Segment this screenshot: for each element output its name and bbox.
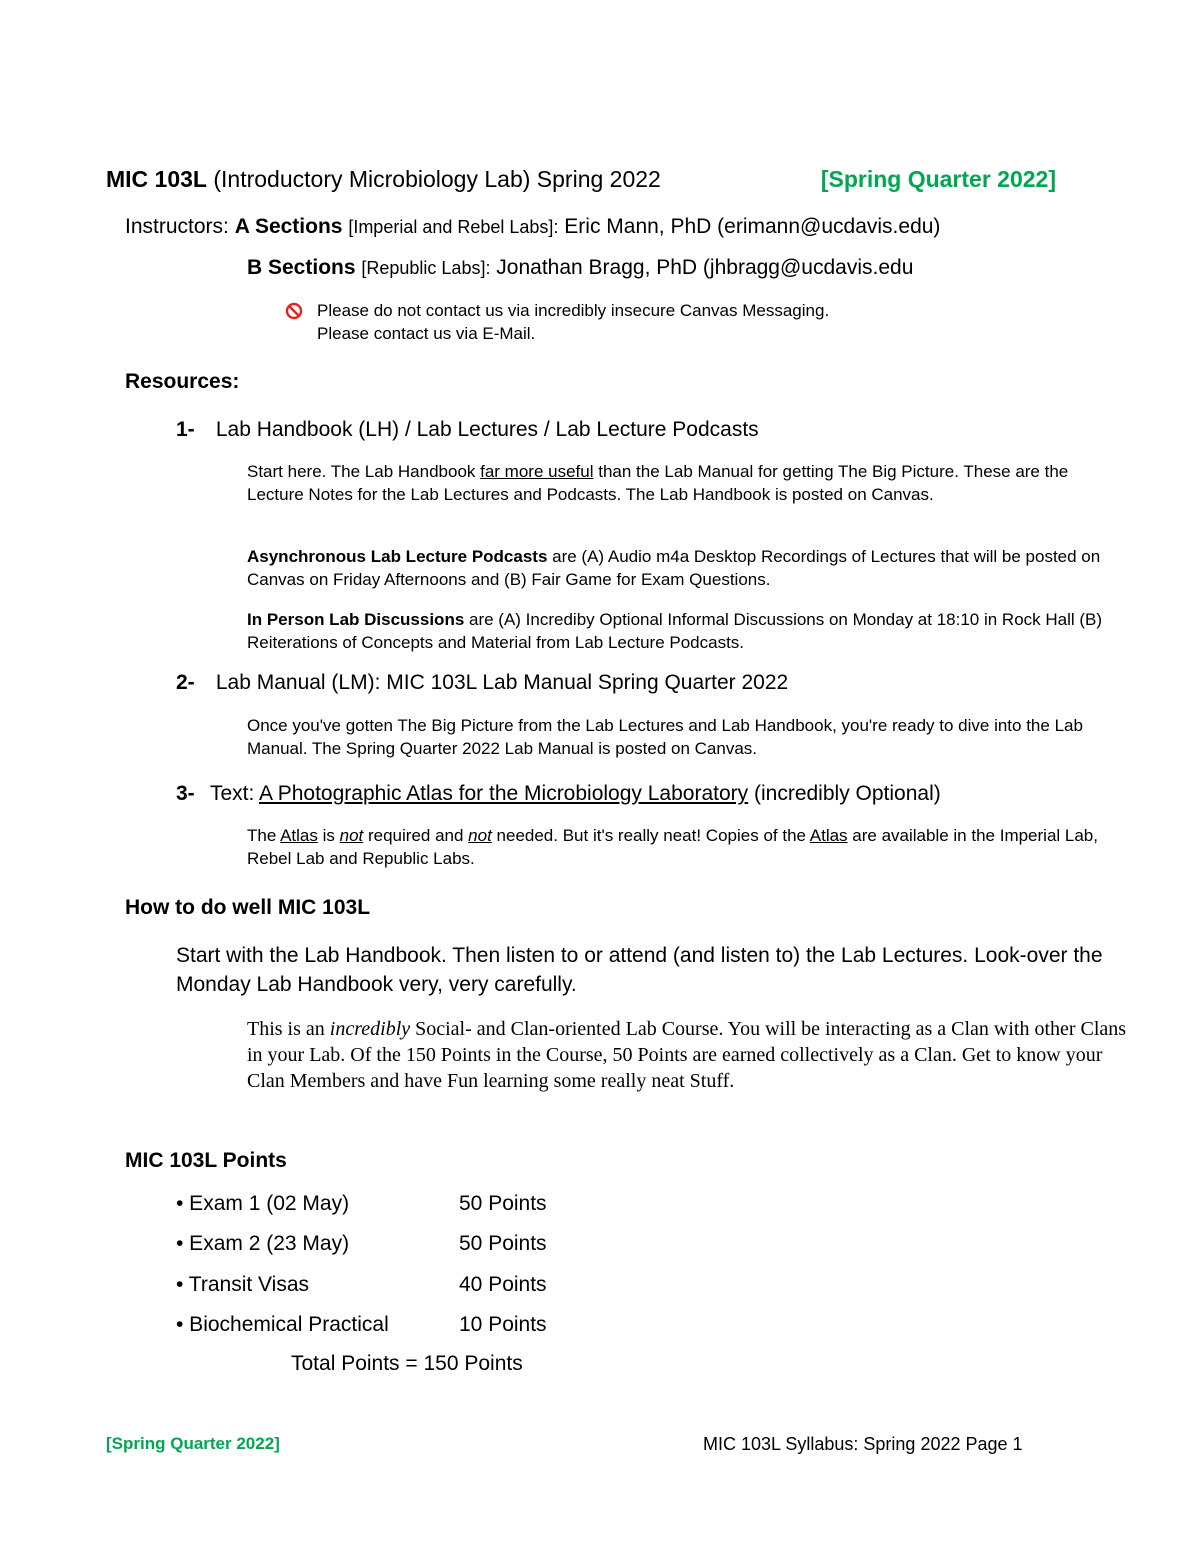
text-span: are available in the Imperial Lab, Rebel Lab and Republic Labs. [247, 826, 1098, 868]
resource-item-1 [176, 418, 759, 442]
underlined-text: Atlas [809, 826, 848, 845]
atlas-title: A Photographic Atlas for the Microbiology Laboratory [259, 782, 749, 805]
points-label: • Exam 2 (23 May) [176, 1232, 350, 1255]
a-instructor: Eric Mann, PhD (erimann@ucdavis.edu) [564, 215, 941, 238]
resource-item-3 [176, 782, 941, 806]
item-title: Lab Handbook (LH) / Lab Lectures / Lab Lecture Podcasts [215, 418, 759, 441]
text-span: Social- and Clan-oriented Lab Course. You will be interacting as a Clan with other Clans in your Lab. Of the 150 Points in the Course, 50 Points are earned collectively as a Clan. Get to know your Clan Members and have Fun learning some really neat Stuff. [247, 1018, 1127, 1092]
total-points: Total Points = 150 Points [291, 1352, 523, 1375]
howto-paragraph: Start with the Lab Handbook. Then listen to or attend (and listen to) the Lab Lectures. Look-over the Monday Lab Handbook very, very carefully. [176, 944, 1103, 996]
text-span: are (A) Incrediby Optional Informal Discussions on Monday at 18:10 in Rock Hall (B) Reiterations of Concepts and Material from Lab Lecture Podcasts. [247, 610, 1103, 652]
points-label: • Biochemical Practical [176, 1313, 389, 1336]
podcasts-paragraph [247, 545, 1127, 591]
text-span: Start here. The Lab Handbook [247, 462, 481, 481]
document-title [106, 166, 1056, 193]
notice-line-1: Please do not contact us via incredibly insecure Canvas Messaging. [317, 301, 830, 320]
item-title: Lab Manual (LM): MIC 103L Lab Manual Spring Quarter 2022 [215, 671, 789, 694]
text-span: This is an [247, 1018, 330, 1040]
clan-paragraph [247, 1016, 1127, 1094]
quarter-tag: [Spring Quarter 2022] [820, 166, 1056, 192]
course-name: (Introductory Microbiology Lab) Spring 2022 [213, 166, 661, 192]
a-sections-label: A Sections [234, 215, 343, 238]
prohibited-icon [285, 302, 303, 320]
notice-line-2: Please contact us via E-Mail. [317, 324, 536, 343]
underlined-text: not [339, 826, 364, 845]
text-span: needed. But it's really neat! Copies of the [491, 826, 810, 845]
instructors-label: Instructors: [125, 215, 229, 238]
text-span: required and [363, 826, 469, 845]
points-value: 50 Points [459, 1232, 547, 1255]
b-instructor: Jonathan Bragg, PhD (jhbragg@ucdavis.edu [496, 256, 914, 279]
a-sections-labs: [Imperial and Rebel Labs]: [348, 217, 559, 237]
text-span: Text: [210, 782, 260, 805]
b-sections-label: B Sections [247, 256, 356, 279]
text-span: is [317, 826, 340, 845]
discussions-paragraph [247, 608, 1127, 654]
text-span: (incredibly Optional) [748, 782, 941, 805]
points-value: 10 Points [459, 1313, 547, 1336]
instructors-a [125, 215, 940, 239]
footer-page-info: MIC 103L Syllabus: Spring 2022 Page 1 [703, 1434, 1023, 1454]
footer-quarter-tag: [Spring Quarter 2022] [106, 1434, 280, 1453]
bold-text: Asynchronous Lab Lecture Podcasts [247, 547, 548, 566]
points-label: • Exam 1 (02 May) [176, 1192, 350, 1215]
item-number: 3- [176, 782, 195, 805]
underlined-text: not [468, 826, 492, 845]
bold-text: In Person Lab Discussions [247, 610, 465, 629]
b-sections-labs: [Republic Labs]: [361, 258, 491, 278]
atlas-paragraph [247, 824, 1127, 870]
underlined-text: Atlas [280, 826, 318, 845]
contact-notice [285, 299, 829, 345]
points-heading: MIC 103L Points [125, 1149, 287, 1172]
item-number: 2- [176, 671, 195, 694]
text-span: than the Lab Manual for getting The Big Picture. These are the Lecture Notes for the Lab Lectures and Podcasts. The Lab Handbook is posted on Canvas. [247, 462, 1069, 504]
points-value: 40 Points [459, 1273, 547, 1296]
course-code: MIC 103L [106, 166, 207, 192]
item-number: 1- [176, 418, 195, 441]
lab-handbook-paragraph [247, 460, 1127, 506]
instructors-b [247, 256, 913, 280]
emphasis-text: incredibly [329, 1018, 411, 1040]
resource-item-2 [176, 671, 788, 695]
underlined-text: far more useful [480, 462, 594, 481]
points-value: 50 Points [459, 1192, 547, 1215]
text-span: are (A) Audio m4a Desktop Recordings of Lectures that will be posted on Canvas on Friday Afternoons and (B) Fair Game for Exam Questions. [247, 547, 1101, 589]
resources-heading: Resources: [125, 370, 240, 393]
lab-manual-paragraph: Once you've gotten The Big Picture from the Lab Lectures and Lab Handbook, you're ready to dive into the Lab Manual. The Spring Quarter 2022 Lab Manual is posted on Canvas. [247, 716, 1083, 758]
text-span: The [247, 826, 281, 845]
howto-heading: How to do well MIC 103L [125, 896, 371, 919]
points-label: • Transit Visas [176, 1273, 310, 1296]
